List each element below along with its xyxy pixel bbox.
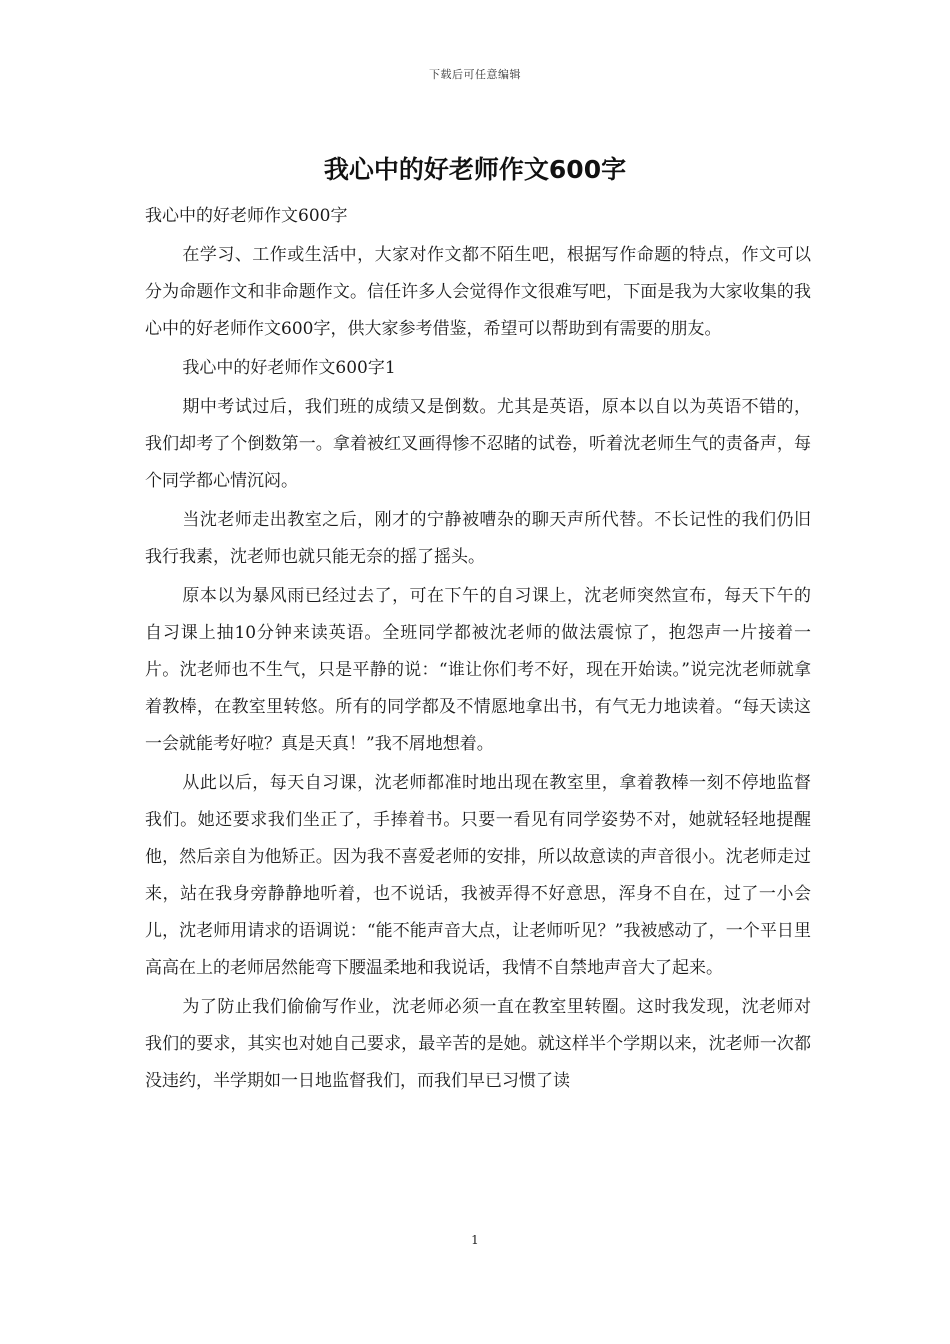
paragraph: 当沈老师走出教室之后，刚才的宁静被嘈杂的聊天声所代替。不长记性的我们仍旧我行我素，沈老师也就只能无奈的摇了摇头。 [145, 510, 811, 567]
paragraph: 为了防止我们偷偷写作业，沈老师必须一直在教室里转圈。这时我发现，沈老师对我们的要求，其实也对她自己要求，最辛苦的是她。就这样半个学期以来，沈老师一次都没违约，半学期如一日地监督我们，而我们早已习惯了读 [145, 997, 811, 1091]
paragraph: 原本以为暴风雨已经过去了，可在下午的自习课上，沈老师突然宣布，每天下午的自习课上抽10分钟来读英语。全班同学都被沈老师的做法震惊了，抱怨声一片接着一片。沈老师也不生气，只是平静的说：“谁让你们考不好，现在开始读。”说完沈老师就拿着教棒，在教室里转悠。所有的同学都及不情愿地拿出书，有气无力地读着。“每天读这一会就能考好啦？真是天真！”我不屑地想着。 [145, 586, 811, 754]
page-header-note: 下载后可任意编辑 [429, 68, 521, 81]
subtitle-line: 我心中的好老师作文600字 [145, 206, 348, 226]
paragraph-intro: 在学习、工作或生活中，大家对作文都不陌生吧，根据写作命题的特点，作文可以分为命题作文和非命题作文。信任许多人会觉得作文很难写吧，下面是我为大家收集的我心中的好老师作文600字，供大家参考借鉴，希望可以帮助到有需要的朋友。 [145, 245, 811, 339]
page-number: 1 [471, 1233, 479, 1247]
paragraph: 从此以后，每天自习课，沈老师都准时地出现在教室里，拿着教棒一刻不停地监督我们。她还要求我们坐正了，手捧着书。只要一看见有同学姿势不对，她就轻轻地提醒他，然后亲自为他矫正。因为我不喜爱老师的安排，所以故意读的声音很小。沈老师走过来，站在我身旁静静地听着，也不说话，我被弄得不好意思，浑身不自在，过了一小会儿，沈老师用请求的语调说：“能不能声音大点，让老师听见？”我被感动了，一个平日里高高在上的老师居然能弯下腰温柔地和我说话，我情不自禁地声音大了起来。 [145, 773, 811, 978]
document-title: 我心中的好老师作文600字 [323, 155, 627, 184]
essay-heading: 我心中的好老师作文600字1 [182, 358, 396, 378]
paragraph: 期中考试过后，我们班的成绩又是倒数。尤其是英语，原本以自以为英语不错的，我们却考了个倒数第一。拿着被红叉画得惨不忍睹的试卷，听着沈老师生气的责备声，每个同学都心情沉闷。 [145, 397, 811, 491]
document-body [145, 198, 811, 1102]
